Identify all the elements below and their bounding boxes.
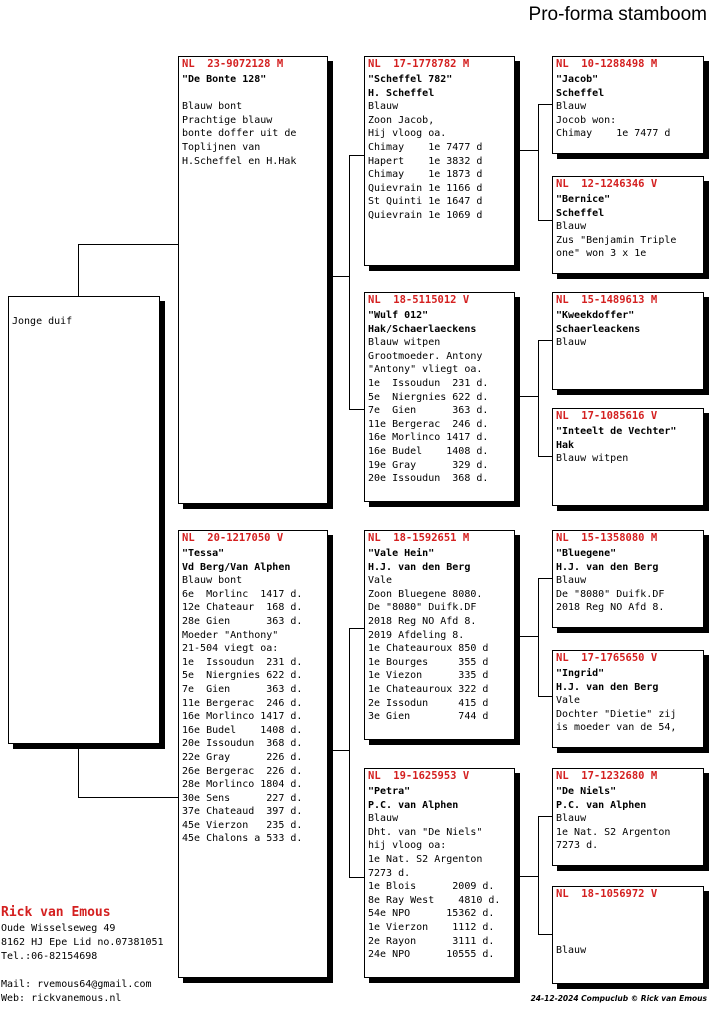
connector-line xyxy=(538,340,552,341)
ring-number: NL 15-1489613 M xyxy=(556,294,658,306)
info-line: 7273 d. xyxy=(556,840,599,852)
info-line: 1e Issoudun 231 d. xyxy=(368,377,489,389)
info-line: 28e Morlinco 1804 d. xyxy=(182,779,303,791)
info-line: Blauw bont xyxy=(182,575,243,587)
info-line: 1e Issoudun 231 d. xyxy=(182,656,303,668)
great-grandparent-card xyxy=(552,886,704,984)
pigeon-name-line: P.C. van Alphen xyxy=(556,799,647,811)
info-line: Grootmoeder. Antony xyxy=(368,350,483,362)
info-line: St Quinti 1e 1647 d xyxy=(368,196,483,208)
info-line: Dht. van "De Niels" xyxy=(368,826,483,838)
info-line: 5e Niergnies 622 d. xyxy=(182,670,303,682)
connector-line xyxy=(349,628,350,878)
info-line: 28e Gien 363 d. xyxy=(182,615,303,627)
connector-line xyxy=(78,244,178,245)
connector-line xyxy=(78,244,79,296)
info-line: is moeder van de 54, xyxy=(556,722,677,734)
pigeon-name-line: H.J. van den Berg xyxy=(556,561,659,573)
pigeon-name-line: Hak xyxy=(556,439,575,451)
pigeon-name-line: "De Bonte 128" xyxy=(182,74,267,85)
info-line: 1e Chateauroux 850 d xyxy=(368,643,489,655)
breeder-mail: Mail: rvemous64@gmail.com xyxy=(1,979,152,990)
info-line: Moeder "Anthony" xyxy=(182,629,279,641)
info-line: one" won 3 x 1e xyxy=(556,248,647,260)
info-line: Blauw xyxy=(556,337,587,349)
info-line: 11e Bergerac 246 d. xyxy=(368,418,489,430)
connector-line xyxy=(538,340,539,456)
info-line: Toplijnen van xyxy=(182,141,261,153)
info-line: Blauw xyxy=(368,101,399,113)
ring-number: NL 20-1217050 V xyxy=(182,532,284,544)
ring-number: NL 17-1232680 M xyxy=(556,770,658,782)
info-line: 7e Gien 363 d. xyxy=(182,683,303,695)
info-line: 1e Nat. S2 Argenton xyxy=(368,853,483,865)
ring-number: NL 18-5115012 V xyxy=(368,294,470,306)
info-line xyxy=(182,87,324,101)
ring-number: NL 17-1765650 V xyxy=(556,652,658,664)
info-line: Chimay 1e 1873 d xyxy=(368,169,483,181)
pigeon-name-line: "De Niels" xyxy=(556,786,617,797)
connector-line xyxy=(349,155,350,410)
info-line: 26e Bergerac 226 d. xyxy=(182,765,303,777)
info-line: 1e Viezon 335 d xyxy=(368,670,489,682)
info-line: Blauw xyxy=(556,813,587,825)
pigeon-name-line: "Tessa" xyxy=(182,548,225,559)
info-line: Blauw xyxy=(556,221,587,233)
info-line: hij vloog oa: xyxy=(368,840,447,852)
connector-line xyxy=(538,816,552,817)
connector-line xyxy=(538,104,552,105)
connector-line xyxy=(349,155,364,156)
info-line: 54e NPO 15362 d. xyxy=(368,908,495,920)
breeder-city: 8162 HJ Epe Lid no.07381051 xyxy=(1,937,164,948)
connector-line xyxy=(349,628,364,629)
info-line: "Antony" vliegt oa. xyxy=(368,364,483,376)
breeder-web: Web: rickvanemous.nl xyxy=(1,993,122,1004)
ring-number: NL 15-1358080 M xyxy=(556,532,658,544)
ring-number: NL 17-1778782 M xyxy=(368,58,470,70)
pigeon-name-line: "Bluegene" xyxy=(556,548,617,559)
connector-line xyxy=(78,749,79,797)
info-line: Quievrain 1e 1166 d xyxy=(368,182,483,194)
pigeon-name-line: "Kweekdoffer" xyxy=(556,310,635,321)
grandparent-card xyxy=(364,530,515,740)
info-line: 19e Gray 329 d. xyxy=(368,459,489,471)
info-line: Blauw xyxy=(556,575,587,587)
great-grandparent-card xyxy=(552,56,704,154)
info-line: 2e Issodun 415 d xyxy=(368,697,489,709)
info-line: Chimay 1e 7477 d xyxy=(556,128,671,140)
info-line: 2e Rayon 3111 d. xyxy=(368,935,495,947)
info-line: Jocob won: xyxy=(556,114,617,126)
ring-number: NL 17-1085616 V xyxy=(556,410,658,422)
connector-line xyxy=(538,220,552,221)
connector-line xyxy=(520,636,538,637)
info-line: 24e NPO 10555 d. xyxy=(368,949,495,961)
info-line: 1e Vierzon 1112 d. xyxy=(368,921,495,933)
pigeon-name-line: H.J. van den Berg xyxy=(556,681,659,693)
info-line: 1e Blois 2009 d. xyxy=(368,881,495,893)
pigeon-name-line: "Wulf 012" xyxy=(368,310,429,321)
ring-number: NL 10-1288498 M xyxy=(556,58,658,70)
breeder-phone: Tel.:06-82154698 xyxy=(1,951,98,962)
pigeon-name-line: "Ingrid" xyxy=(556,668,605,679)
connector-line xyxy=(520,876,538,877)
connector-line xyxy=(349,409,364,410)
info-line: De "8080" Duifk.DF xyxy=(556,588,665,600)
connector-line xyxy=(538,578,552,579)
connector-line xyxy=(538,696,552,697)
info-line: Blauw xyxy=(556,101,587,113)
info-line xyxy=(556,930,700,944)
info-line: Blauw xyxy=(556,944,587,956)
info-line: Dochter "Dietie" zij xyxy=(556,708,677,720)
info-line: 5e Niergnies 622 d. xyxy=(368,391,489,403)
grandparent-card xyxy=(364,56,515,266)
great-grandparent-card xyxy=(552,408,704,506)
breeder-info xyxy=(1,904,164,1006)
info-line: 1e Bourges 355 d xyxy=(368,656,489,668)
info-line: 7273 d. xyxy=(368,867,411,879)
pigeon-name-line: "Jacob" xyxy=(556,74,599,85)
pigeon-name-line: Vd Berg/Van Alphen xyxy=(182,561,291,573)
info-line: Blauw witpen xyxy=(556,453,629,465)
info-line: Hapert 1e 3832 d xyxy=(368,155,483,167)
info-line: Blauw bont xyxy=(182,101,243,113)
connector-line xyxy=(520,150,538,151)
pigeon-name-line: "Vale Hein" xyxy=(368,548,435,559)
info-line: 16e Morlinco 1417 d. xyxy=(182,711,303,723)
connector-line xyxy=(78,797,178,798)
pigeon-name-line: Schaerleackens xyxy=(556,323,641,335)
breeder-address: Oude Wisselseweg 49 xyxy=(1,923,116,934)
parent-card-sire xyxy=(178,56,328,504)
info-line: Zus "Benjamin Triple xyxy=(556,234,677,246)
info-line: 37e Chateaud 397 d. xyxy=(182,806,303,818)
breeder-name: Rick van Emous xyxy=(1,905,111,920)
info-line: 2018 Reg NO Afd 8. xyxy=(556,602,665,614)
pigeon-name-line: Scheffel xyxy=(556,87,605,99)
info-line: De "8080" Duifk.DF xyxy=(368,602,477,614)
ring-number: NL 18-1592651 M xyxy=(368,532,470,544)
grandparent-card xyxy=(364,768,515,978)
info-line: 6e Morlinc 1417 d. xyxy=(182,588,303,600)
info-line: 16e Morlinco 1417 d. xyxy=(368,432,489,444)
subject-label: Jonge duif xyxy=(12,316,73,327)
info-line: 16e Budel 1408 d. xyxy=(182,724,303,736)
ring-number: NL 23-9072128 M xyxy=(182,58,284,70)
connector-line xyxy=(333,276,349,277)
info-line: 30e Sens 227 d. xyxy=(182,792,303,804)
info-line: Hij vloog oa. xyxy=(368,128,447,140)
info-line: bonte doffer uit de xyxy=(182,128,297,140)
pigeon-name-line: "Petra" xyxy=(368,786,411,797)
pigeon-name-line: Scheffel xyxy=(556,207,605,219)
info-line: 1e Chateauroux 322 d xyxy=(368,683,489,695)
ring-number: NL 18-1056972 V xyxy=(556,888,658,900)
info-line: 45e Chalons a 533 d. xyxy=(182,833,303,845)
info-line: 21-504 viegt oa: xyxy=(182,643,279,655)
connector-line xyxy=(538,934,552,935)
info-line: 22e Gray 226 d. xyxy=(182,751,303,763)
pigeon-name-line: H.J. van den Berg xyxy=(368,561,471,573)
info-line: Prachtige blauw xyxy=(182,114,273,126)
great-grandparent-card xyxy=(552,768,704,866)
pigeon-name-line: "Inteelt de Vechter" xyxy=(556,426,677,437)
info-line: 16e Budel 1408 d. xyxy=(368,445,489,457)
info-line: Vale xyxy=(368,575,393,587)
info-line: H.Scheffel en H.Hak xyxy=(182,155,297,167)
connector-line xyxy=(333,750,349,751)
great-grandparent-card xyxy=(552,650,704,748)
connector-line xyxy=(538,816,539,934)
ring-number: NL 19-1625953 V xyxy=(368,770,470,782)
connector-line xyxy=(538,578,539,696)
great-grandparent-card xyxy=(552,176,704,274)
info-line: Chimay 1e 7477 d xyxy=(368,141,483,153)
info-line: 12e Chateaur 168 d. xyxy=(182,602,303,614)
great-grandparent-card xyxy=(552,292,704,390)
ring-number: NL 12-1246346 V xyxy=(556,178,658,190)
connector-line xyxy=(520,396,538,397)
parent-card-dam xyxy=(178,530,328,978)
info-line xyxy=(556,903,700,917)
info-line: 3e Gien 744 d xyxy=(368,711,489,723)
subject-card xyxy=(8,296,160,744)
info-line: 11e Bergerac 246 d. xyxy=(182,697,303,709)
pigeon-name-line: Hak/Schaerlaeckens xyxy=(368,323,477,335)
connector-line xyxy=(538,104,539,220)
grandparent-card xyxy=(364,292,515,502)
info-line: 2019 Afdeling 8. xyxy=(368,629,465,641)
connector-line xyxy=(349,877,364,878)
info-line: 20e Issoudun 368 d. xyxy=(368,473,489,485)
pigeon-name-line: P.C. van Alphen xyxy=(368,799,459,811)
info-line: 45e Vierzon 235 d. xyxy=(182,819,303,831)
footer-credit: 24-12-2024 Compuclub © Rick van Emous xyxy=(530,994,707,1003)
info-line: Quievrain 1e 1069 d xyxy=(368,209,483,221)
info-line: 2018 Reg NO Afd 8. xyxy=(368,615,477,627)
pigeon-name-line: "Scheffel 782" xyxy=(368,74,453,85)
pigeon-name-line: "Bernice" xyxy=(556,194,611,205)
info-line: 7e Gien 363 d. xyxy=(368,405,489,417)
info-line: 8e Ray West 4810 d. xyxy=(368,894,501,906)
info-line: Blauw witpen xyxy=(368,337,441,349)
info-line: Zoon Jacob, xyxy=(368,114,435,126)
info-line: 1e Nat. S2 Argenton xyxy=(556,826,671,838)
info-line xyxy=(556,917,700,931)
great-grandparent-card xyxy=(552,530,704,628)
info-line: Vale xyxy=(556,695,581,707)
info-line: 20e Issoudun 368 d. xyxy=(182,738,303,750)
pigeon-name-line: H. Scheffel xyxy=(368,87,435,99)
info-line: Blauw xyxy=(368,813,399,825)
connector-line xyxy=(538,456,552,457)
page-title: Pro-forma stamboom xyxy=(528,4,707,25)
info-line: Zoon Bluegene 8080. xyxy=(368,588,483,600)
